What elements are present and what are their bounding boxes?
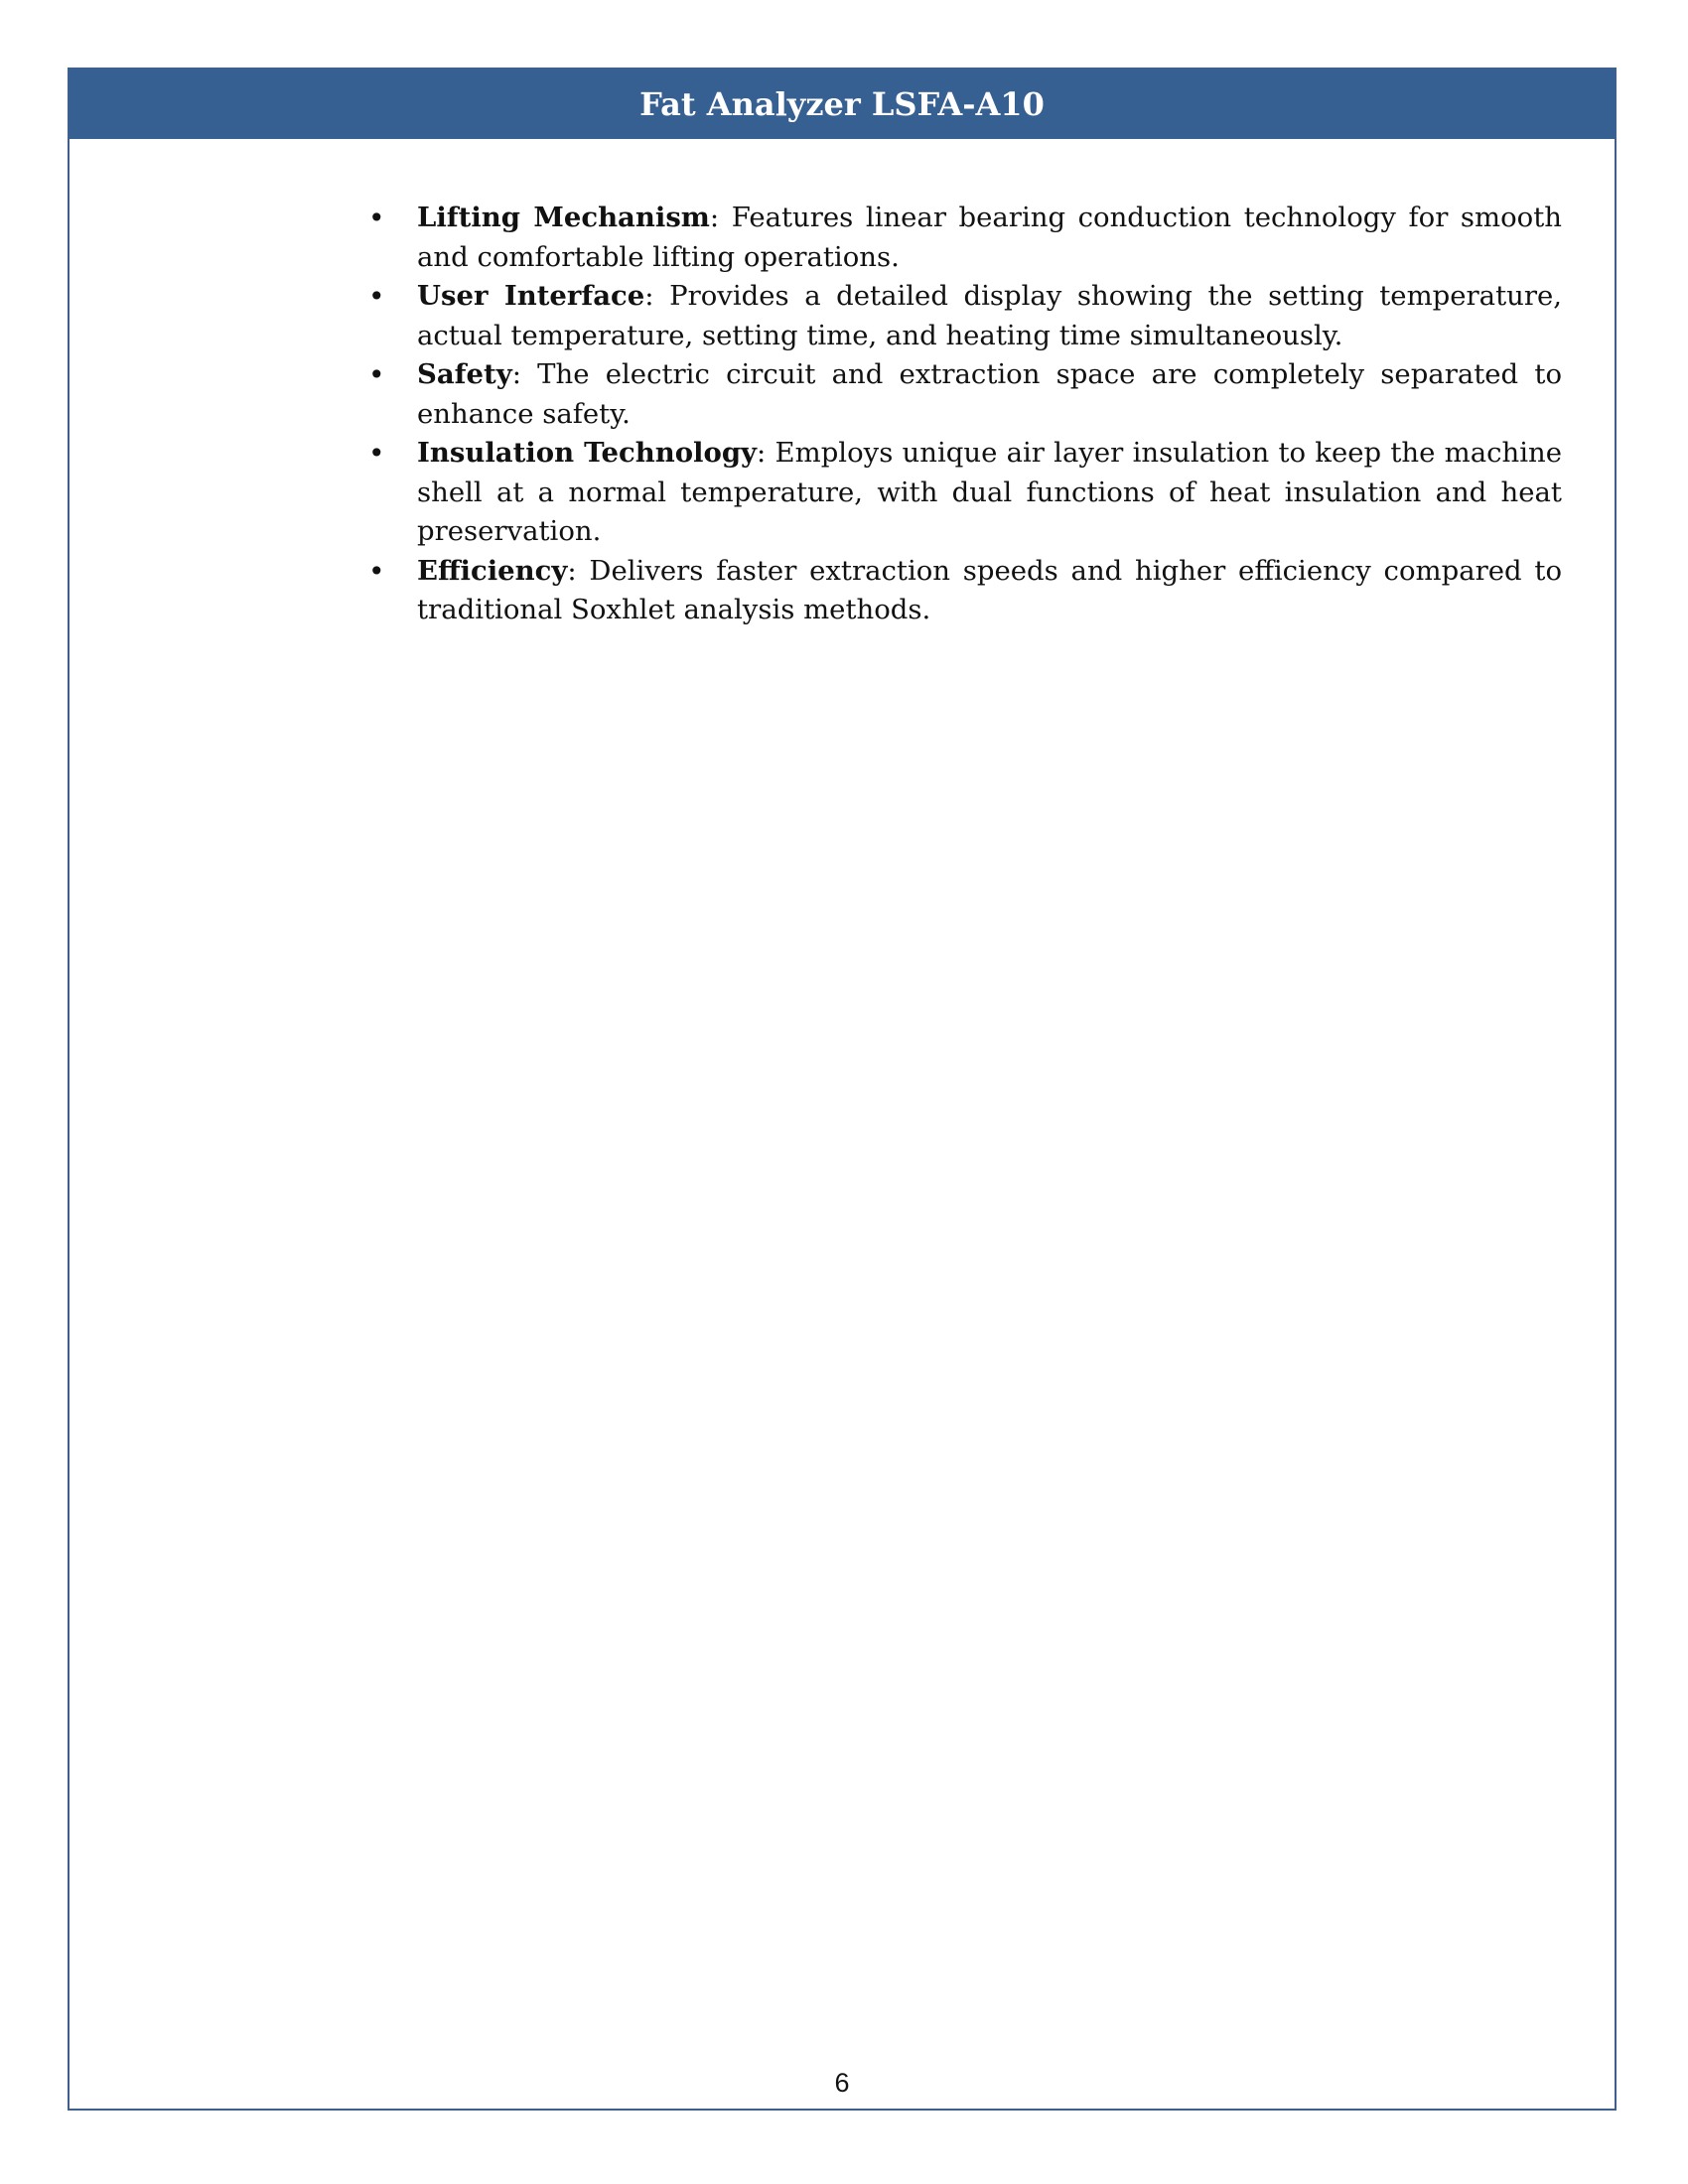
- feature-item-insulation-technology: [352, 434, 1562, 552]
- bullet-icon: •: [368, 554, 385, 588]
- feature-description: : Features linear bearing conduction technology for smooth and comfortable lifting operations.: [417, 202, 1562, 273]
- bullet-icon: •: [368, 358, 385, 391]
- feature-item-safety: [352, 355, 1562, 434]
- feature-term: Lifting Mechanism: [417, 202, 710, 233]
- document-title-bar: [70, 69, 1615, 139]
- feature-description: : The electric circuit and extraction space are completely separated to enhance safety.: [417, 358, 1562, 430]
- bullet-icon: •: [368, 202, 385, 234]
- feature-item-lifting-mechanism: [352, 199, 1562, 277]
- bullet-icon: •: [368, 280, 385, 313]
- feature-item-efficiency: [352, 552, 1562, 630]
- page-frame: [68, 68, 1617, 2111]
- feature-term: Insulation Technology: [417, 437, 758, 469]
- feature-list: [352, 199, 1562, 630]
- feature-term: Safety: [417, 358, 512, 390]
- page-number: 6: [834, 2068, 850, 2098]
- bullet-icon: •: [368, 437, 385, 470]
- feature-description: : Provides a detailed display showing the setting temperature, actual temperature, setting time, and heating time simultaneously.: [417, 280, 1562, 351]
- feature-term: User Interface: [417, 280, 645, 312]
- feature-item-user-interface: [352, 277, 1562, 355]
- document-title: Fat Analyzer LSFA-A10: [639, 85, 1045, 123]
- feature-term: Efficiency: [417, 554, 568, 587]
- feature-description: : Delivers faster extraction speeds and higher efficiency compared to traditional Soxhlet analysis methods.: [417, 554, 1562, 625]
- feature-description: : Employs unique air layer insulation to keep the machine shell at a normal temperature, with dual functions of heat insulation and heat preservation.: [417, 437, 1562, 547]
